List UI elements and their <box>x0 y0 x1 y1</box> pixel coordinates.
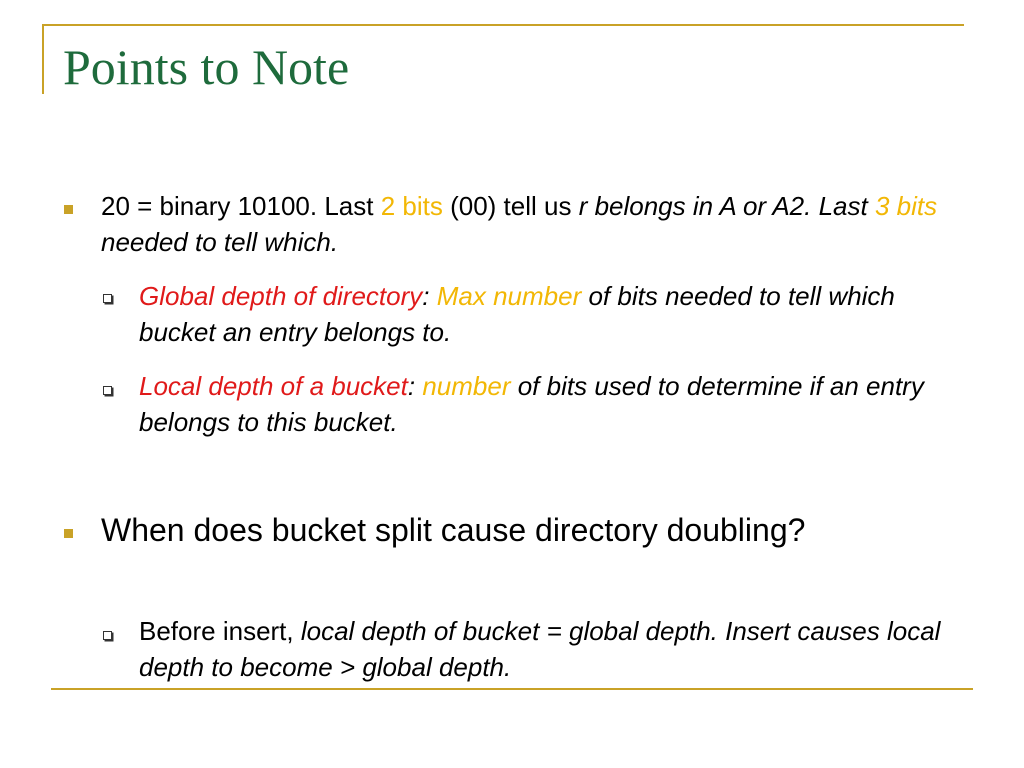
sub-bullet-local-depth: Local depth of a bucket: number of bits used to determine if an entry belongs to this bucket. <box>139 371 924 437</box>
left-rule <box>42 24 44 94</box>
bottom-rule <box>51 688 973 690</box>
bullet-1-text: 20 = binary 10100. Last 2 bits (00) tell us r belongs in A or A2. Last 3 bits needed to tell which. <box>101 191 938 257</box>
highlight-3-bits: 3 bits <box>874 191 938 221</box>
hollow-square-bullet-icon <box>103 294 112 303</box>
hollow-square-bullet-icon <box>103 386 112 395</box>
sub-bullet-before-insert: Before insert, local depth of bucket = global depth. Insert causes local depth to become > global depth. <box>139 616 941 682</box>
term-local-depth: Local depth of a bucket <box>139 371 408 401</box>
highlight-2-bits: 2 bits <box>380 191 443 221</box>
term-global-depth: Global depth of directory <box>139 281 423 311</box>
slide-title: Points to Note <box>63 39 350 95</box>
square-bullet-icon <box>64 529 73 538</box>
bullet-2-text: When does bucket split cause directory doubling? <box>101 512 806 548</box>
top-rule <box>44 24 964 26</box>
sub-bullet-global-depth: Global depth of directory: Max number of bits needed to tell which bucket an entry belongs to. <box>139 281 895 347</box>
square-bullet-icon <box>64 205 73 214</box>
hollow-square-bullet-icon <box>103 631 112 640</box>
